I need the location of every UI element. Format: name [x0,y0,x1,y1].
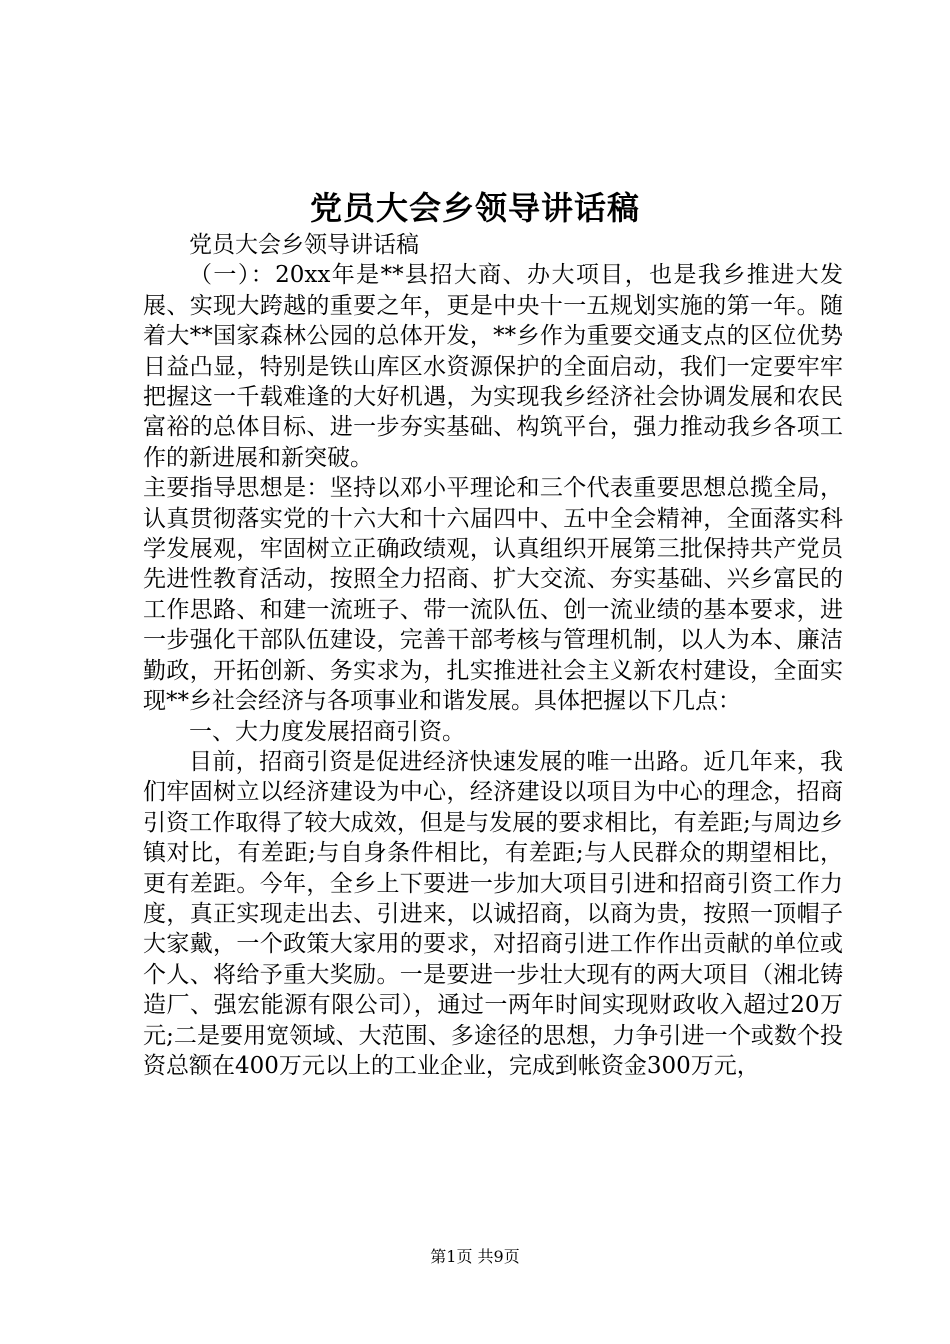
body-paragraph-subtitle: 党员大会乡领导讲话稿 [189,232,419,258]
body-paragraph-intro: （一）：20xx年是**县招大商、办大项目，也是我乡推进大发展、实现大跨越的重要之年，更是中央十一五规划实施的第一年。随着大**国家森林公园的总体开发，**乡作为重要交通支点的区位优势日益凸显，特别是铁山库区水资源保护的全面启动，我们一定要牢牢把握这一千载难逢的大好机遇，为实现我乡经济社会协调发展和农民富裕的总体目标、进一步夯实基础、构筑平台，强力推动我乡各项工作的新进展和新突破。 [143,262,843,471]
document-title: 党员大会乡领导讲话稿 [309,189,640,227]
body-paragraph-guiding-thought: 主要指导思想是：坚持以邓小平理论和三个代表重要思想总揽全局，认真贯彻落实党的十六大和十六届四中、五中全会精神，全面落实科学发展观，牢固树立正确政绩观，认真组织开展第三批保持共产党员先进性教育活动，按照全力招商、扩大交流、夯实基础、兴乡富民的工作思路、和建一流班子、带一流队伍、创一流业绩的基本要求，进一步强化干部队伍建设，完善干部考核与管理机制，以人为本、廉洁勤政，开拓创新、务实求为，扎实推进社会主义新农村建设，全面实现**乡社会经济与各项事业和谐发展。具体把握以下几点： [143,475,843,715]
page-footer: 第1页 共9页 [430,1247,520,1266]
section-heading-investment: 一、大力度发展招商引资。 [189,718,465,745]
document-body [143,230,843,1081]
body-paragraph-investment: 目前，招商引资是促进经济快速发展的唯一出路。近几年来，我们牢固树立以经济建设为中心，经济建设以项目为中心的理念，招商引资工作取得了较大成效，但是与发展的要求相比，有差距;与周边乡镇对比，有差距;与自身条件相比，有差距;与人民群众的期望相比，更有差距。今年，全乡上下要进一步加大项目引进和招商引资工作力度，真正实现走出去、引进来，以诚招商，以商为贵，按照一顶帽子大家戴，一个政策大家用的要求，对招商引进工作作出贡献的单位或个人、将给予重大奖励。一是要进一步壮大现有的两大项目（湘北铸造厂、强宏能源有限公司），通过一两年时间实现财政收入超过20万元;二是要用宽领域、大范围、多途径的思想，力争引进一个或数个投资总额在400万元以上的工业企业，完成到帐资金300万元， [143,748,843,1079]
